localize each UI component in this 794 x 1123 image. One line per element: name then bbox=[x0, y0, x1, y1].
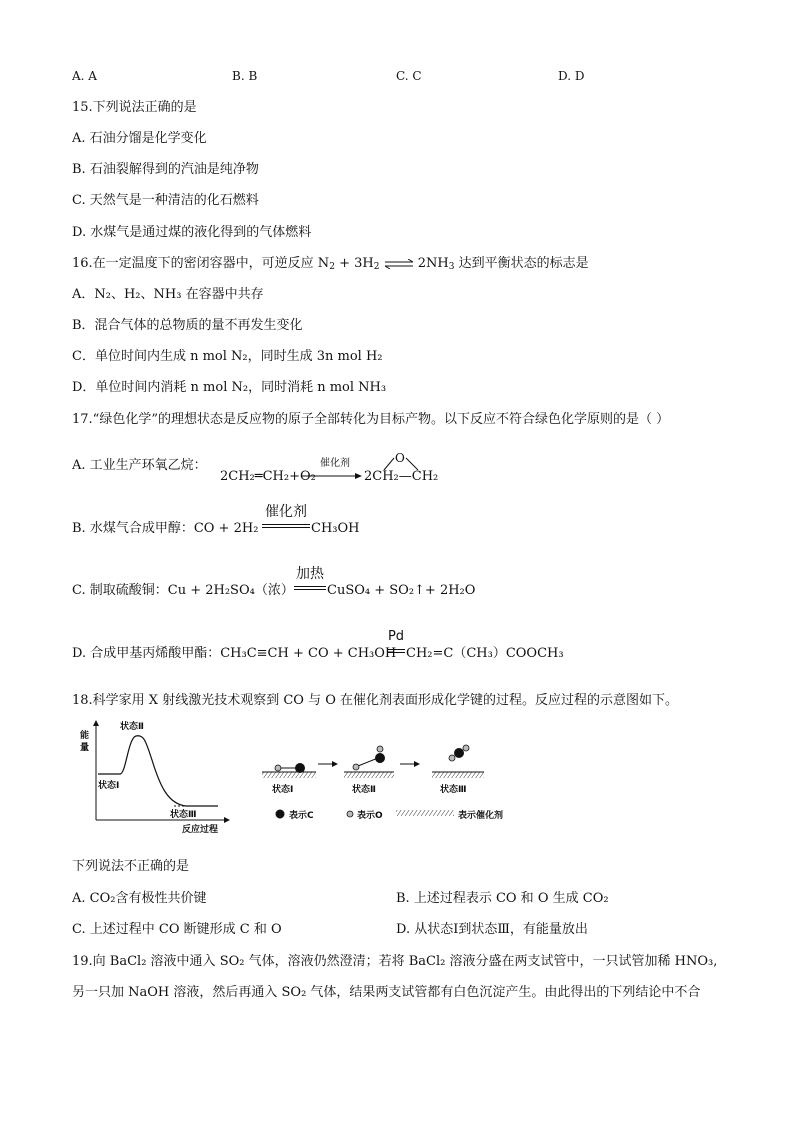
state-1-label: 状态Ⅰ bbox=[98, 781, 120, 791]
q17-option-a-catalyst: 催化剂 bbox=[320, 458, 350, 469]
state-2-label: 状态Ⅱ bbox=[120, 722, 144, 732]
catalyst-hatch-icon bbox=[396, 810, 454, 816]
q17-option-b-catalyst-sign: 催化剂 bbox=[262, 506, 310, 533]
q15-stem: 15.下列说法正确的是 bbox=[72, 100, 197, 115]
q18-sub-stem: 下列说法不正确的是 bbox=[72, 859, 190, 874]
q19-line-1: 19.向 BaCl₂ 溶液中通入 SO₂ 气体，溶液仍然澄清；若将 BaCl₂ 溶液分盛在两支试管中，一只试管加稀 HNO₃, bbox=[72, 954, 718, 969]
q14-option-c: C. C bbox=[396, 69, 422, 83]
q15-option-b: B. 石油裂解得到的汽油是纯净物 bbox=[72, 162, 259, 177]
legend-carbon: 表示C bbox=[289, 811, 314, 821]
legend-catalyst: 表示催化剂 bbox=[458, 811, 504, 821]
q17-option-c-heat-sign: 加热 bbox=[294, 568, 326, 595]
scheme-state-1-label: 状态Ⅰ bbox=[272, 785, 294, 795]
y-label-energy-2: 量 bbox=[80, 743, 90, 753]
state-3-label: 状态Ⅲ bbox=[170, 810, 197, 820]
q15-option-a: A. 石油分馏是化学变化 bbox=[72, 131, 207, 146]
q16-option-d: D．单位时间内消耗 n mol N₂，同时消耗 n mol NH₃ bbox=[72, 380, 387, 395]
oxygen-atom-icon bbox=[347, 811, 353, 817]
q14-option-b: B. B bbox=[232, 69, 258, 83]
q18-option-d: D. 从状态Ⅰ到状态Ⅲ，有能量放出 bbox=[396, 922, 588, 937]
q17-option-d-catalyst-sign: Pd bbox=[387, 631, 405, 658]
carbon-atom-icon bbox=[276, 810, 285, 819]
energy-diagram bbox=[78, 716, 238, 840]
q17-option-d-label: D. 合成甲基丙烯酸甲酯：CH₃C≡CH + CO + CH₃OH bbox=[72, 646, 397, 661]
q19-line-2: 另一只加 NaOH 溶液，然后再通入 SO₂ 气体，结果两支试管都有白色沉淀产生。由此得出的下列结论中不合 bbox=[72, 985, 701, 1000]
q18-option-b: B. 上述过程表示 CO 和 O 生成 CO₂ bbox=[396, 891, 609, 906]
x-label-process: 反应过程 bbox=[182, 825, 219, 835]
q15-option-d: D. 水煤气是通过煤的液化得到的气体燃料 bbox=[72, 225, 312, 240]
scheme-state-2-label: 状态Ⅱ bbox=[352, 785, 376, 795]
reaction-scheme bbox=[254, 740, 534, 826]
energy-curve bbox=[98, 736, 218, 806]
q18-stem: 18.科学家用 X 射线激光技术观察到 CO 与 O 在催化剂表面形成化学键的过程。反应过程的示意图如下。 bbox=[72, 693, 678, 708]
q17-option-a-reactants: 2CH₂═CH₂+O₂ bbox=[220, 469, 316, 484]
q17-option-a-ring-oxygen: O bbox=[395, 451, 405, 465]
q14-option-d: D. D bbox=[558, 69, 585, 83]
legend-oxygen: 表示O bbox=[357, 811, 383, 821]
q16-option-c: C．单位时间内生成 n mol N₂，同时生成 3n mol H₂ bbox=[72, 349, 383, 364]
y-label-energy-1: 能 bbox=[80, 731, 90, 741]
scheme-state-3-label: 状态Ⅲ bbox=[440, 785, 467, 795]
q17-option-c-products: CuSO₄ + SO₂↑+ 2H₂O bbox=[327, 583, 476, 598]
q18-option-a: A. CO₂含有极性共价键 bbox=[72, 891, 207, 906]
state-1-scheme bbox=[262, 763, 316, 795]
q17-option-b-product: CH₃OH bbox=[311, 521, 360, 536]
q16-option-a: A．N₂、H₂、NH₃ 在容器中共存 bbox=[72, 287, 264, 302]
q17-option-a-product: 2CH₂—CH₂ bbox=[364, 469, 439, 484]
q16-option-b: B．混合气体的总物质的量不再发生变化 bbox=[72, 318, 303, 333]
q15-option-c: C. 天然气是一种清洁的化石燃料 bbox=[72, 193, 259, 208]
q14-option-a: A. A bbox=[72, 69, 97, 83]
q17-option-d-product: CH₂=C（CH₃）COOCH₃ bbox=[406, 646, 564, 661]
state-2-scheme bbox=[344, 746, 394, 795]
q16-stem: 16.在一定温度下的密闭容器中，可逆反应 $N_2 + 3H_2$ $2NH_3$ 达到平衡状态的标志是 bbox=[72, 256, 589, 272]
q17-stem: 17.“绿色化学”的理想状态是反应物的原子全部转化为目标产物。以下反应不符合绿色化学原则的是（ ） bbox=[72, 412, 670, 427]
q17-option-a-label: A. 工业生产环氧乙烷： bbox=[72, 458, 207, 473]
q17-option-c-label: C. 制取硫酸铜：Cu + 2H₂SO₄（浓） bbox=[72, 583, 294, 598]
equilibrium-arrow-icon bbox=[384, 259, 414, 269]
q18-option-c: C. 上述过程中 CO 断键形成 C 和 O bbox=[72, 922, 282, 937]
q17-option-b-label: B. 水煤气合成甲醇：CO + 2H₂ bbox=[72, 521, 259, 536]
legend bbox=[276, 809, 504, 821]
state-3-scheme bbox=[432, 745, 484, 795]
